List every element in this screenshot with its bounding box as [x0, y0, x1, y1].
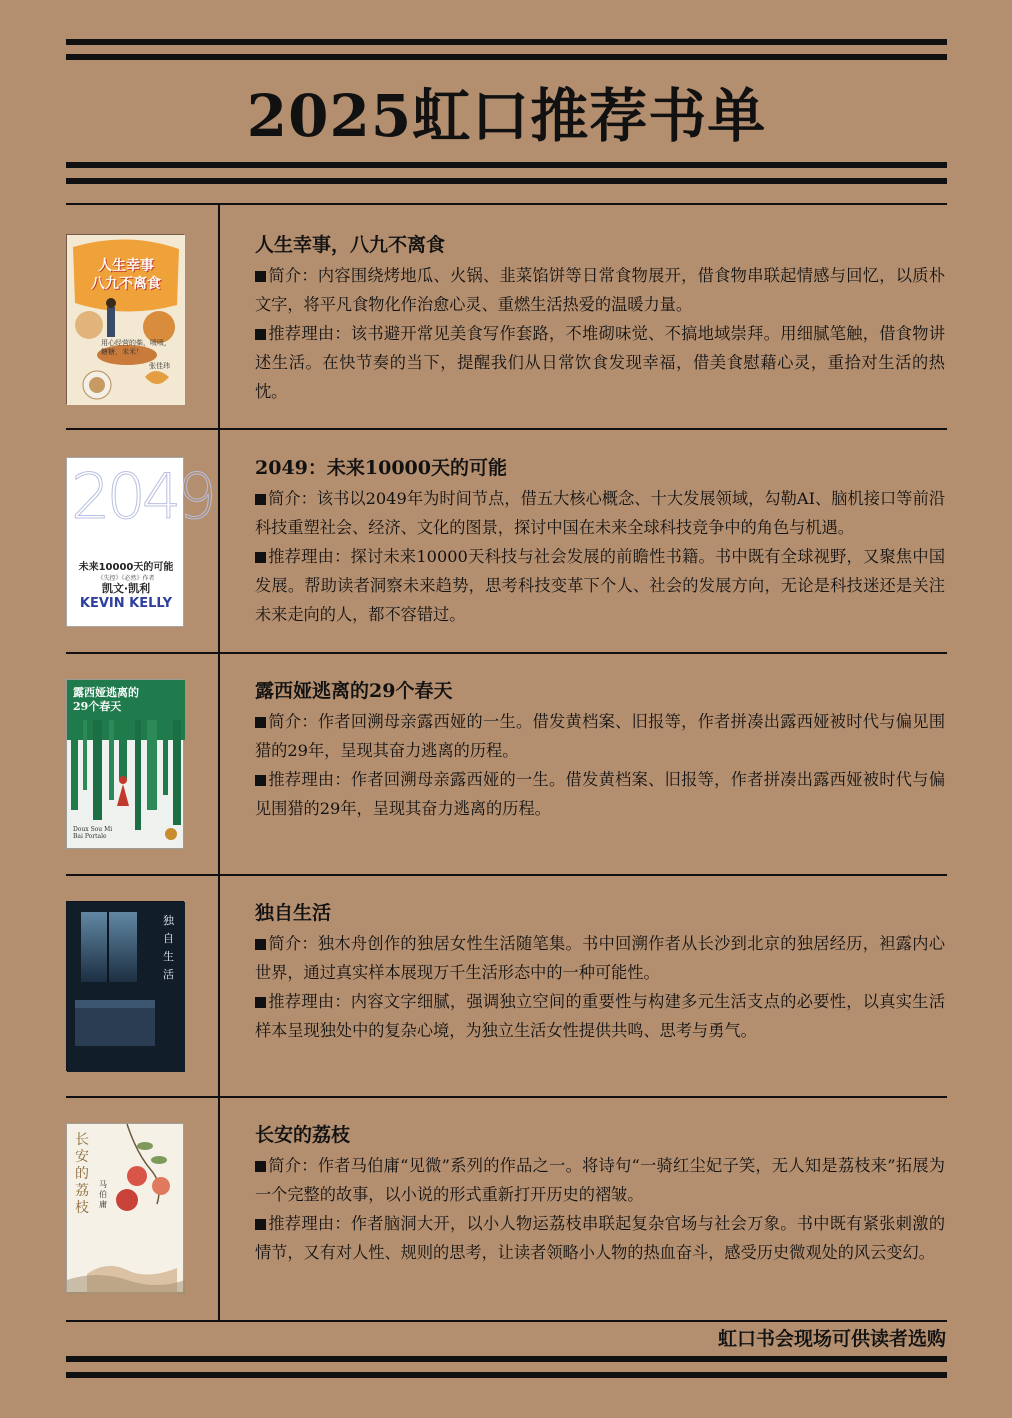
- bullet-square-icon: [255, 1161, 266, 1172]
- book-reason: 推荐理由：内容文字细腻，强调独立空间的重要性与构建多元生活支点的必要性，以真实生活样本呈现独处中的复杂心境，为独立生活女性提供共鸣、思考与勇气。: [255, 992, 946, 1040]
- bullet-square-icon: [255, 717, 266, 728]
- bullet-square-icon: [255, 271, 266, 282]
- cover-1-title: 人生幸事 八九不离食: [91, 258, 161, 292]
- row-divider: [66, 1096, 947, 1098]
- bottom-rule-1: [66, 1356, 947, 1362]
- bullet-square-icon: [255, 329, 266, 340]
- cover-5-title: 长安的荔枝: [75, 1132, 89, 1216]
- book-cover-4: [66, 901, 184, 1071]
- cover-2-big-number: 2049: [71, 460, 213, 533]
- title-rule-1: [66, 162, 947, 168]
- title-rule-2: [66, 178, 947, 184]
- book-cover-1: [66, 234, 184, 404]
- book-intro: 简介：内容围绕烤地瓜、火锅、韭菜馅饼等日常食物展开，借食物串联起情感与回忆，以质朴文字，将平凡食物化作治愈心灵、重燃生活热爱的温暖力量。: [255, 266, 946, 314]
- bullet-square-icon: [255, 1219, 266, 1230]
- row-divider: [66, 874, 947, 876]
- book-cover-2: [66, 457, 213, 627]
- book-intro: 简介：作者回溯母亲露西娅的一生。借发黄档案、旧报等，作者拼凑出露西娅被时代与偏见围猎的29年，呈现其奋力逃离的历程。: [255, 712, 946, 760]
- book-reason: 推荐理由：探讨未来10000天科技与社会发展的前瞻性书籍。书中既有全球视野，又聚焦中国发展。帮助读者洞察未来趋势，思考科技变革下个人、社会的发展方向，无论是科技迷还是关注未来走向的人，都不容错过。: [255, 547, 946, 624]
- bullet-square-icon: [255, 775, 266, 786]
- row-divider: [66, 203, 947, 205]
- bullet-square-icon: [255, 939, 266, 950]
- cover-3-title: 露西娅逃离的 29个春天: [73, 686, 139, 713]
- book-intro: 简介：该书以2049年为时间节点，借五大核心概念、十大发展领域，勾勒AI、脑机接口等前沿科技重塑社会、经济、文化的图景，探讨中国在未来全球科技竞争中的角色与机遇。: [255, 489, 946, 537]
- cover-1-author: 张佳玮: [149, 362, 170, 370]
- book-title: 露西娅逃离的29个春天: [255, 680, 453, 702]
- bullet-square-icon: [255, 997, 266, 1008]
- footer-note: 虹口书会现场可供读者选购: [717, 1328, 946, 1350]
- page-title: 2025虹口推荐书单: [246, 82, 767, 150]
- book-reason: 推荐理由：作者回溯母亲露西娅的一生。借发黄档案、旧报等，作者拼凑出露西娅被时代与偏见围猎的29年，呈现其奋力逃离的历程。: [255, 770, 946, 818]
- book-intro: 简介：作者马伯庸“见微”系列的作品之一。将诗句“一骑红尘妃子笑，无人知是荔枝来”拓展为一个完整的故事，以小说的形式重新打开历史的褶皱。: [255, 1156, 945, 1204]
- book-reason: 推荐理由：作者脑洞大开，以小人物运荔枝串联起复杂官场与社会万象。书中既有紧张刺激的情节，又有对人性、规则的思考，让读者领略小人物的热血奋斗，感受历史微观处的风云变幻。: [255, 1214, 946, 1262]
- cover-2-author-en: KEVIN KELLY: [79, 596, 173, 611]
- book-title: 长安的荔枝: [255, 1124, 351, 1146]
- column-divider: [218, 204, 220, 1320]
- cover-5-author: 马伯庸: [99, 1180, 107, 1209]
- book-title: 人生幸事，八九不离食: [255, 234, 446, 256]
- cover-3-english: Doux Sou Mi Bai Portale: [73, 826, 113, 840]
- bullet-square-icon: [255, 552, 266, 563]
- book-title: 2049：未来10000天的可能: [255, 457, 507, 479]
- book-intro: 简介：独木舟创作的独居女性生活随笔集。书中回溯作者从长沙到北京的独居经历，袒露内心世界，通过真实样本展现万千生活形态中的一种可能性。: [255, 934, 946, 982]
- cover-4-title: 独自生活: [163, 914, 174, 981]
- row-divider: [66, 428, 947, 430]
- bottom-rule-2: [66, 1372, 947, 1378]
- book-reason: 推荐理由：该书避开常见美食写作套路，不堆砌味觉、不搞地域崇拜。用细腻笔触，借食物讲述生活。在快节奏的当下，提醒我们从日常饮食发现幸福，借美食慰藉心灵，重拾对生活的热忱。: [255, 324, 946, 401]
- table-bottom-rule: [66, 1320, 947, 1322]
- book-title: 独自生活: [255, 902, 332, 924]
- row-divider: [66, 652, 947, 654]
- cover-2-credit: 《失控》《必然》作者: [97, 575, 155, 582]
- book-cover-5: [66, 1123, 184, 1293]
- cover-2-subtitle: 未来10000天的可能: [78, 562, 174, 573]
- cover-1-tagline: 用心经营的柴，喷喷，糖糖，米米！: [101, 339, 171, 356]
- cover-2-author-cn: 凯文·凯利: [101, 582, 151, 595]
- top-rule-2: [66, 54, 947, 60]
- top-rule-1: [66, 39, 947, 45]
- book-cover-3: [66, 679, 184, 849]
- bullet-square-icon: [255, 494, 266, 505]
